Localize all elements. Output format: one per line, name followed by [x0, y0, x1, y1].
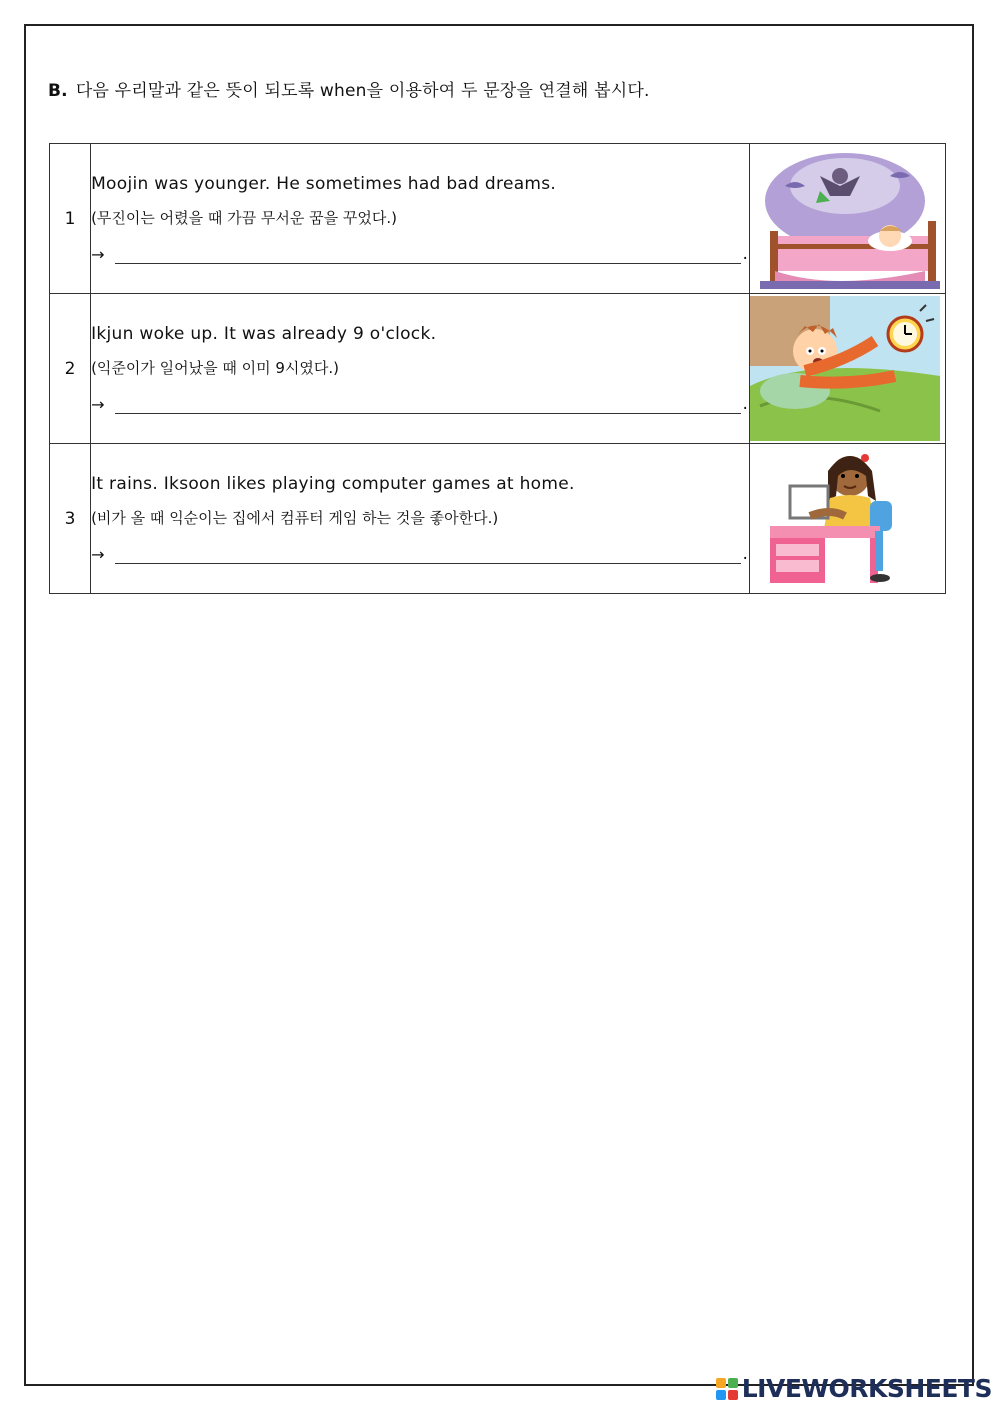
item-text-cell — [91, 294, 749, 444]
item-text-cell — [91, 144, 749, 294]
arrow-icon: → — [91, 395, 105, 414]
liveworksheets-logo — [716, 1374, 992, 1403]
picture-cell — [749, 144, 945, 294]
answer-line — [91, 542, 748, 564]
item-number: 2 — [50, 294, 91, 444]
answer-line — [91, 242, 748, 264]
instruction-text: 다음 우리말과 같은 뜻이 되도록 when을 이용하여 두 문장을 연결해 봅시다. — [75, 81, 650, 101]
exercise-row — [50, 294, 946, 444]
period: . — [742, 394, 748, 414]
answer-input-3[interactable] — [115, 543, 740, 564]
logo-mark-icon — [716, 1378, 738, 1400]
arrow-icon: → — [91, 245, 105, 264]
section-label: B. — [48, 81, 68, 101]
korean-translation: (익준이가 일어났을 때 이미 9시였다.) — [91, 359, 340, 377]
period: . — [742, 244, 748, 264]
answer-input-1[interactable] — [115, 243, 740, 264]
instruction — [48, 76, 650, 101]
exercise-table — [49, 143, 946, 594]
english-sentences: Moojin was younger. He sometimes had bad dreams. — [91, 174, 557, 194]
item-number: 1 — [50, 144, 91, 294]
english-sentences: Ikjun woke up. It was already 9 o'clock. — [91, 324, 437, 344]
boy-alarm-clock-illustration — [750, 296, 940, 441]
exercise-row — [50, 444, 946, 594]
arrow-icon: → — [91, 545, 105, 564]
english-sentences: It rains. Iksoon likes playing computer games at home. — [91, 474, 575, 494]
picture-cell — [749, 294, 945, 444]
item-text-cell — [91, 444, 749, 594]
answer-line — [91, 392, 748, 414]
logo-text: LIVEWORKSHEETS — [741, 1374, 992, 1403]
period: . — [742, 544, 748, 564]
exercise-row — [50, 144, 946, 294]
picture-cell — [749, 444, 945, 594]
item-number: 3 — [50, 444, 91, 594]
boy-bad-dream-illustration — [750, 146, 940, 291]
answer-input-2[interactable] — [115, 393, 740, 414]
korean-translation: (비가 올 때 익순이는 집에서 컴퓨터 게임 하는 것을 좋아한다.) — [91, 509, 499, 527]
girl-computer-illustration — [750, 446, 940, 591]
korean-translation: (무진이는 어렸을 때 가끔 무서운 꿈을 꾸었다.) — [91, 209, 397, 227]
